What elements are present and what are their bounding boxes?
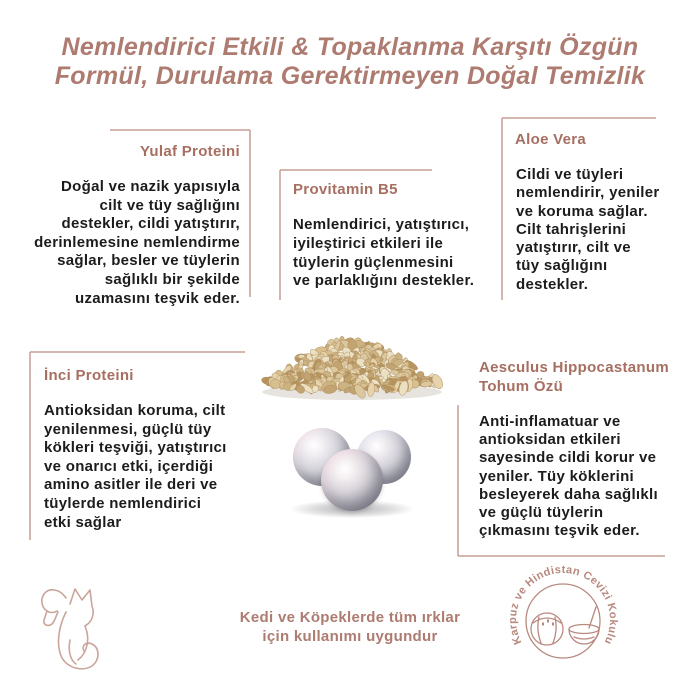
- inci-description-line: etki sağlar: [44, 513, 122, 531]
- provitamin-description-line: iyileştirici etkileri ile: [293, 234, 444, 252]
- yulaf-description-line: sağlıklı bir şekilde: [104, 270, 240, 288]
- aloe-description-line: yatıştırır, cilt ve: [516, 239, 631, 257]
- yulaf-description-line: cilt ve tüy sağlığını: [99, 196, 240, 214]
- aesculus-description-line: ve güçlü tüylerin: [479, 504, 604, 522]
- yulaf-description-line: sağlar, besler ve tüylerin: [57, 252, 240, 270]
- aesculus-heading-line: Tohum Özü: [479, 377, 564, 395]
- provitamin-description-line: Nemlendirici, yatıştırıcı,: [293, 216, 470, 233]
- aesculus-heading-line: Aesculus Hippocastanum: [479, 359, 669, 376]
- badge-text-path: Karpuz ve Hindistan Cevizi Kokulu: [506, 563, 620, 647]
- yulaf-heading: Yulaf Proteini: [139, 143, 240, 160]
- inci-description-line: yenilenmesi, güçlü tüy: [44, 420, 212, 438]
- title-line: Nemlendirici Etkili & Topaklanma Karşıtı Özgün: [61, 33, 639, 61]
- inci-description-line: kökleri teşviği, yatıştırıcı: [44, 439, 227, 457]
- aloe-description-line: ve koruma sağlar.: [516, 202, 648, 220]
- aloe-description-line: Cildi ve tüyleri: [516, 166, 624, 183]
- aesculus-description-line: sayesinde cildi korur ve: [479, 449, 657, 467]
- aesculus-heading: [479, 359, 669, 396]
- inci-description-line: ve onarıcı etki, içerdiği: [44, 457, 214, 475]
- yulaf-description-line: derinlemesine nemlendirme: [34, 233, 240, 251]
- yulaf-description-line: destekler, cildi yatıştırır,: [61, 215, 240, 233]
- aloe-description-line: tüy sağlığını: [516, 257, 608, 275]
- provitamin-description-line: tüylerin güçlenmesini: [293, 253, 454, 271]
- aesculus-description: [479, 413, 658, 540]
- aesculus-description-line: çıkmasını teşvik eder.: [479, 522, 640, 540]
- aloe-description-line: nemlendirir, yeniler: [516, 184, 660, 202]
- yulaf-description: [0, 178, 240, 308]
- aloe-description: [516, 166, 660, 294]
- inci-description: [44, 402, 227, 532]
- provitamin-description-line: ve parlaklığını destekler.: [293, 272, 475, 290]
- aesculus-description-line: besleyerek daha sağlıklı: [479, 485, 658, 503]
- suitability-note-line: Kedi ve Köpeklerde tüm ırklar: [239, 609, 461, 626]
- yulaf-description-line: Doğal ve nazik yapısıyla: [61, 178, 240, 195]
- aesculus-description-line: Anti-inflamatuar ve: [479, 413, 621, 430]
- suitability-note: [0, 608, 700, 646]
- aesculus-description-line: antioksidan etkileri: [479, 431, 621, 449]
- aloe-description-line: Cilt tahrişlerini: [516, 220, 627, 238]
- aloe-heading: Aloe Vera: [515, 131, 587, 148]
- inci-description-line: tüylerde nemlendirici: [44, 494, 202, 512]
- inci-heading: İnci Proteini: [44, 367, 134, 384]
- aesculus-description-line: yeniler. Tüy köklerini: [479, 467, 634, 485]
- provitamin-heading: Provitamin B5: [293, 181, 398, 198]
- pearl: [321, 449, 383, 511]
- page-title: [0, 33, 700, 91]
- aloe-description-line: destekler.: [516, 275, 589, 293]
- provitamin-description: [293, 216, 474, 291]
- oats-image: [261, 336, 445, 400]
- inci-description-line: Antioksidan koruma, cilt: [44, 402, 226, 419]
- title-line: Formül, Durulama Gerektirmeyen Doğal Temizlik: [54, 62, 646, 90]
- suitability-note-line: için kullanımı uygundur: [262, 628, 438, 645]
- inci-description-line: amino asitler ile deri ve: [44, 476, 218, 494]
- yulaf-description-line: uzamasını teşvik eder.: [74, 289, 240, 307]
